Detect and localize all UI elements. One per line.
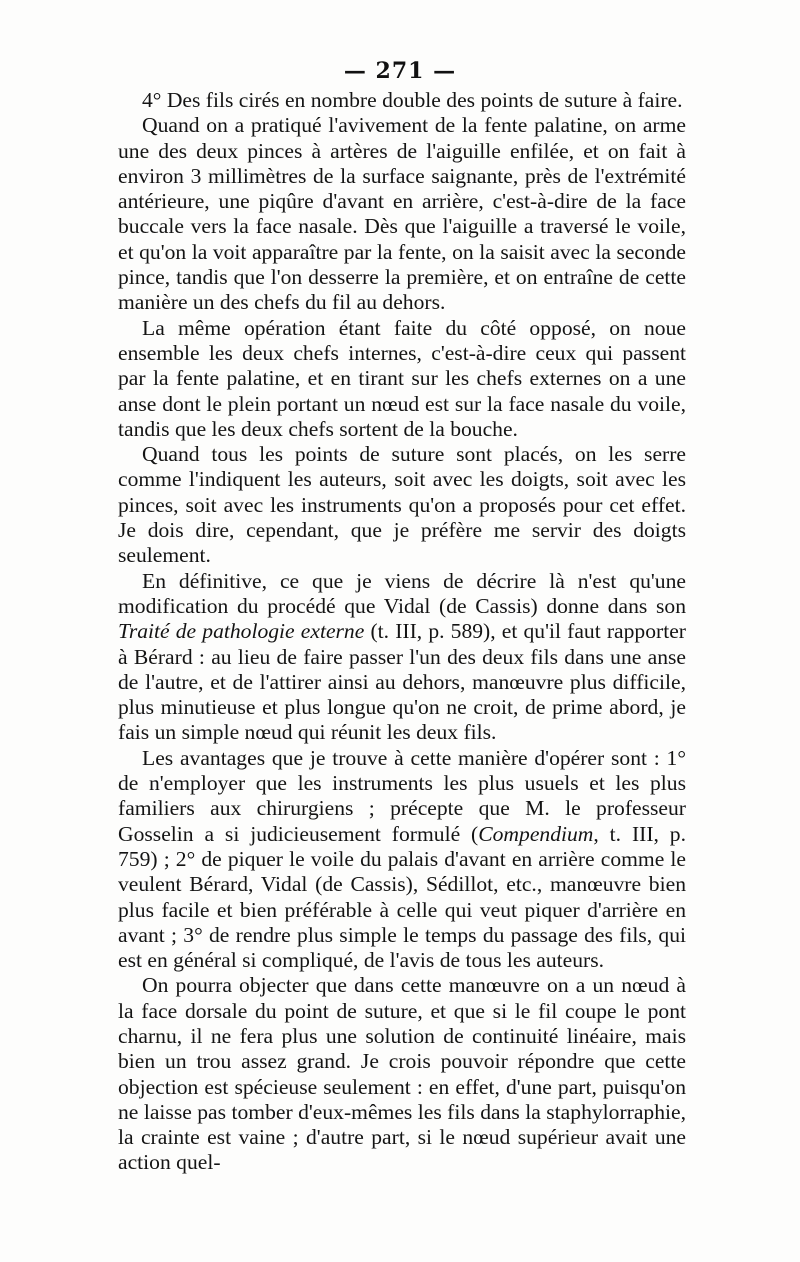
paragraph-4: Quand tous les points de suture sont placés, on les serre comme l'indiquent les auteurs, soit avec les doigts, soit avec les pinces, soit avec les instruments qu'on a proposés pour cet effet. Je dois dire, cependant, que je préfère me servir des doigts seulement. [118,442,686,568]
paragraph-7: On pourra objecter que dans cette manœuvre on a un nœud à la face dorsale du point de suture, et que si le fil coupe le pont charnu, il ne fera plus une solution de continuité linéaire, mais bien un trou assez grand. Je crois pouvoir répondre que cette objection est spécieuse seulement : en effet, d'une part, puisqu'on ne laisse pas tomber d'eux-mêmes les fils dans la staphylorraphie, la crainte est vaine ; d'autre part, si le nœud supérieur avait une action quel- [118,973,686,1175]
paragraph-6-before: Les avantages que je trouve à cette manière d'opérer sont : 1° de n'employer que les instruments les plus usuels et les plus familiers aux chirurgiens ; précepte que M. le professeur Gosselin a si judicieusement formulé ( [118,745,686,846]
paragraph-5-before: En définitive, ce que je viens de décrire là n'est qu'une modification du procédé que Vidal (de Cassis) donne dans son [118,568,686,618]
body-text [118,88,686,1176]
paragraph-6-after: , t. III, p. 759) ; 2° de piquer le voile du palais d'avant en arrière comme le veulent Bérard, Vidal (de Cassis), Sédillot, etc., manœuvre bien plus facile et bien préférable à celle qui veut piquer d'arrière en avant ; 3° de rendre plus simple le temps du passage des fils, qui est en général si compliqué, de l'avis de tous les auteurs. [118,821,686,973]
paragraph-1: 4° Des fils cirés en nombre double des points de suture à faire. [142,88,683,112]
paragraph-5 [118,569,686,746]
paragraph-2: Quand on a pratiqué l'avivement de la fente palatine, on arme une des deux pinces à artères de l'aiguille enfilée, et on fait à environ 3 millimètres de la surface saignante, près de l'extrémité antérieure, une piqûre d'avant en arrière, c'est-à-dire de la face buccale vers la face nasale. Dès que l'aiguille a traversé le voile, et qu'on la voit apparaître par la fente, on la saisit avec la seconde pince, tandis que l'on desserre la première, et on entraîne de cette manière un des chefs du fil au dehors. [118,113,686,315]
book-title-compendium: Compendium [478,821,594,846]
paragraph-3: La même opération étant faite du côté opposé, on noue ensemble les deux chefs internes, c'est-à-dire ceux qui passent par la fente palatine, et en tirant sur les chefs externes on a une anse dont le plein portant un nœud est sur la face nasale du voile, tandis que les deux chefs sortent de la bouche. [118,315,686,441]
book-title-traite: Traité de pathologie externe [118,619,365,644]
paragraph-6 [118,746,686,974]
paragraph-5-after: (t. III, p. 589), et qu'il faut rapporter à Bérard : au lieu de faire passer l'un des deux fils dans une anse de l'autre, et de l'attirer ainsi au dehors, manœuvre plus difficile, plus minutieuse et plus longue qu'on ne croit, de prime abord, je fais un simple nœud qui réunit les deux fils. [118,619,686,745]
page-number: — 271 — [343,58,457,84]
